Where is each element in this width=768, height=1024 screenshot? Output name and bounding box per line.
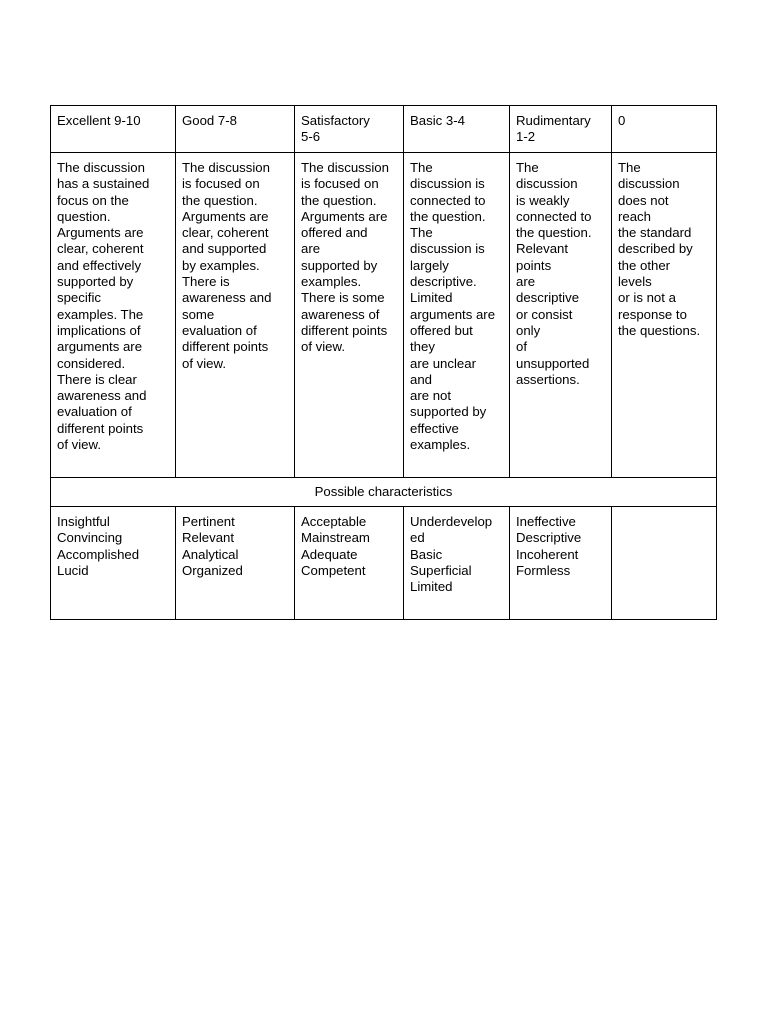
description-cell-basic: The discussion is connected to the question. The discussion is largely descriptive. Limited arguments are offered but they are unclear and are not supported by effective examples.	[404, 153, 510, 478]
description-row	[51, 153, 717, 478]
characteristics-cell-basic: Underdevelop ed Basic Superficial Limited	[404, 507, 510, 620]
characteristics-cell-excellent: Insightful Convincing Accomplished Lucid	[51, 507, 176, 620]
header-cell-zero: 0	[612, 106, 717, 153]
header-cell-satisfactory: Satisfactory 5-6	[295, 106, 404, 153]
description-cell-rudimentary: The discussion is weakly connected to the question. Relevant points are descriptive or consist only of unsupported assertions.	[510, 153, 612, 478]
section-row	[51, 478, 717, 507]
characteristics-cell-satisfactory: Acceptable Mainstream Adequate Competent	[295, 507, 404, 620]
characteristics-cell-rudimentary: Ineffective Descriptive Incoherent Formless	[510, 507, 612, 620]
rubric-table	[50, 105, 717, 620]
header-cell-good: Good 7-8	[176, 106, 295, 153]
description-cell-good: The discussion is focused on the question. Arguments are clear, coherent and supported by examples. There is awareness and some evaluation of different points of view.	[176, 153, 295, 478]
description-cell-excellent: The discussion has a sustained focus on the question. Arguments are clear, coherent and effectively supported by specific examples. The implications of arguments are considered. There is clear awareness and evaluation of different points of view.	[51, 153, 176, 478]
header-row	[51, 106, 717, 153]
description-cell-zero: The discussion does not reach the standard described by the other levels or is not a response to the questions.	[612, 153, 717, 478]
section-title: Possible characteristics	[51, 478, 717, 507]
header-cell-rudimentary: Rudimentary 1-2	[510, 106, 612, 153]
header-cell-excellent: Excellent 9-10	[51, 106, 176, 153]
characteristics-cell-good: Pertinent Relevant Analytical Organized	[176, 507, 295, 620]
characteristics-cell-zero	[612, 507, 717, 620]
description-cell-satisfactory: The discussion is focused on the question. Arguments are offered and are supported by examples. There is some awareness of different points of view.	[295, 153, 404, 478]
characteristics-row	[51, 507, 717, 620]
header-cell-basic: Basic 3-4	[404, 106, 510, 153]
